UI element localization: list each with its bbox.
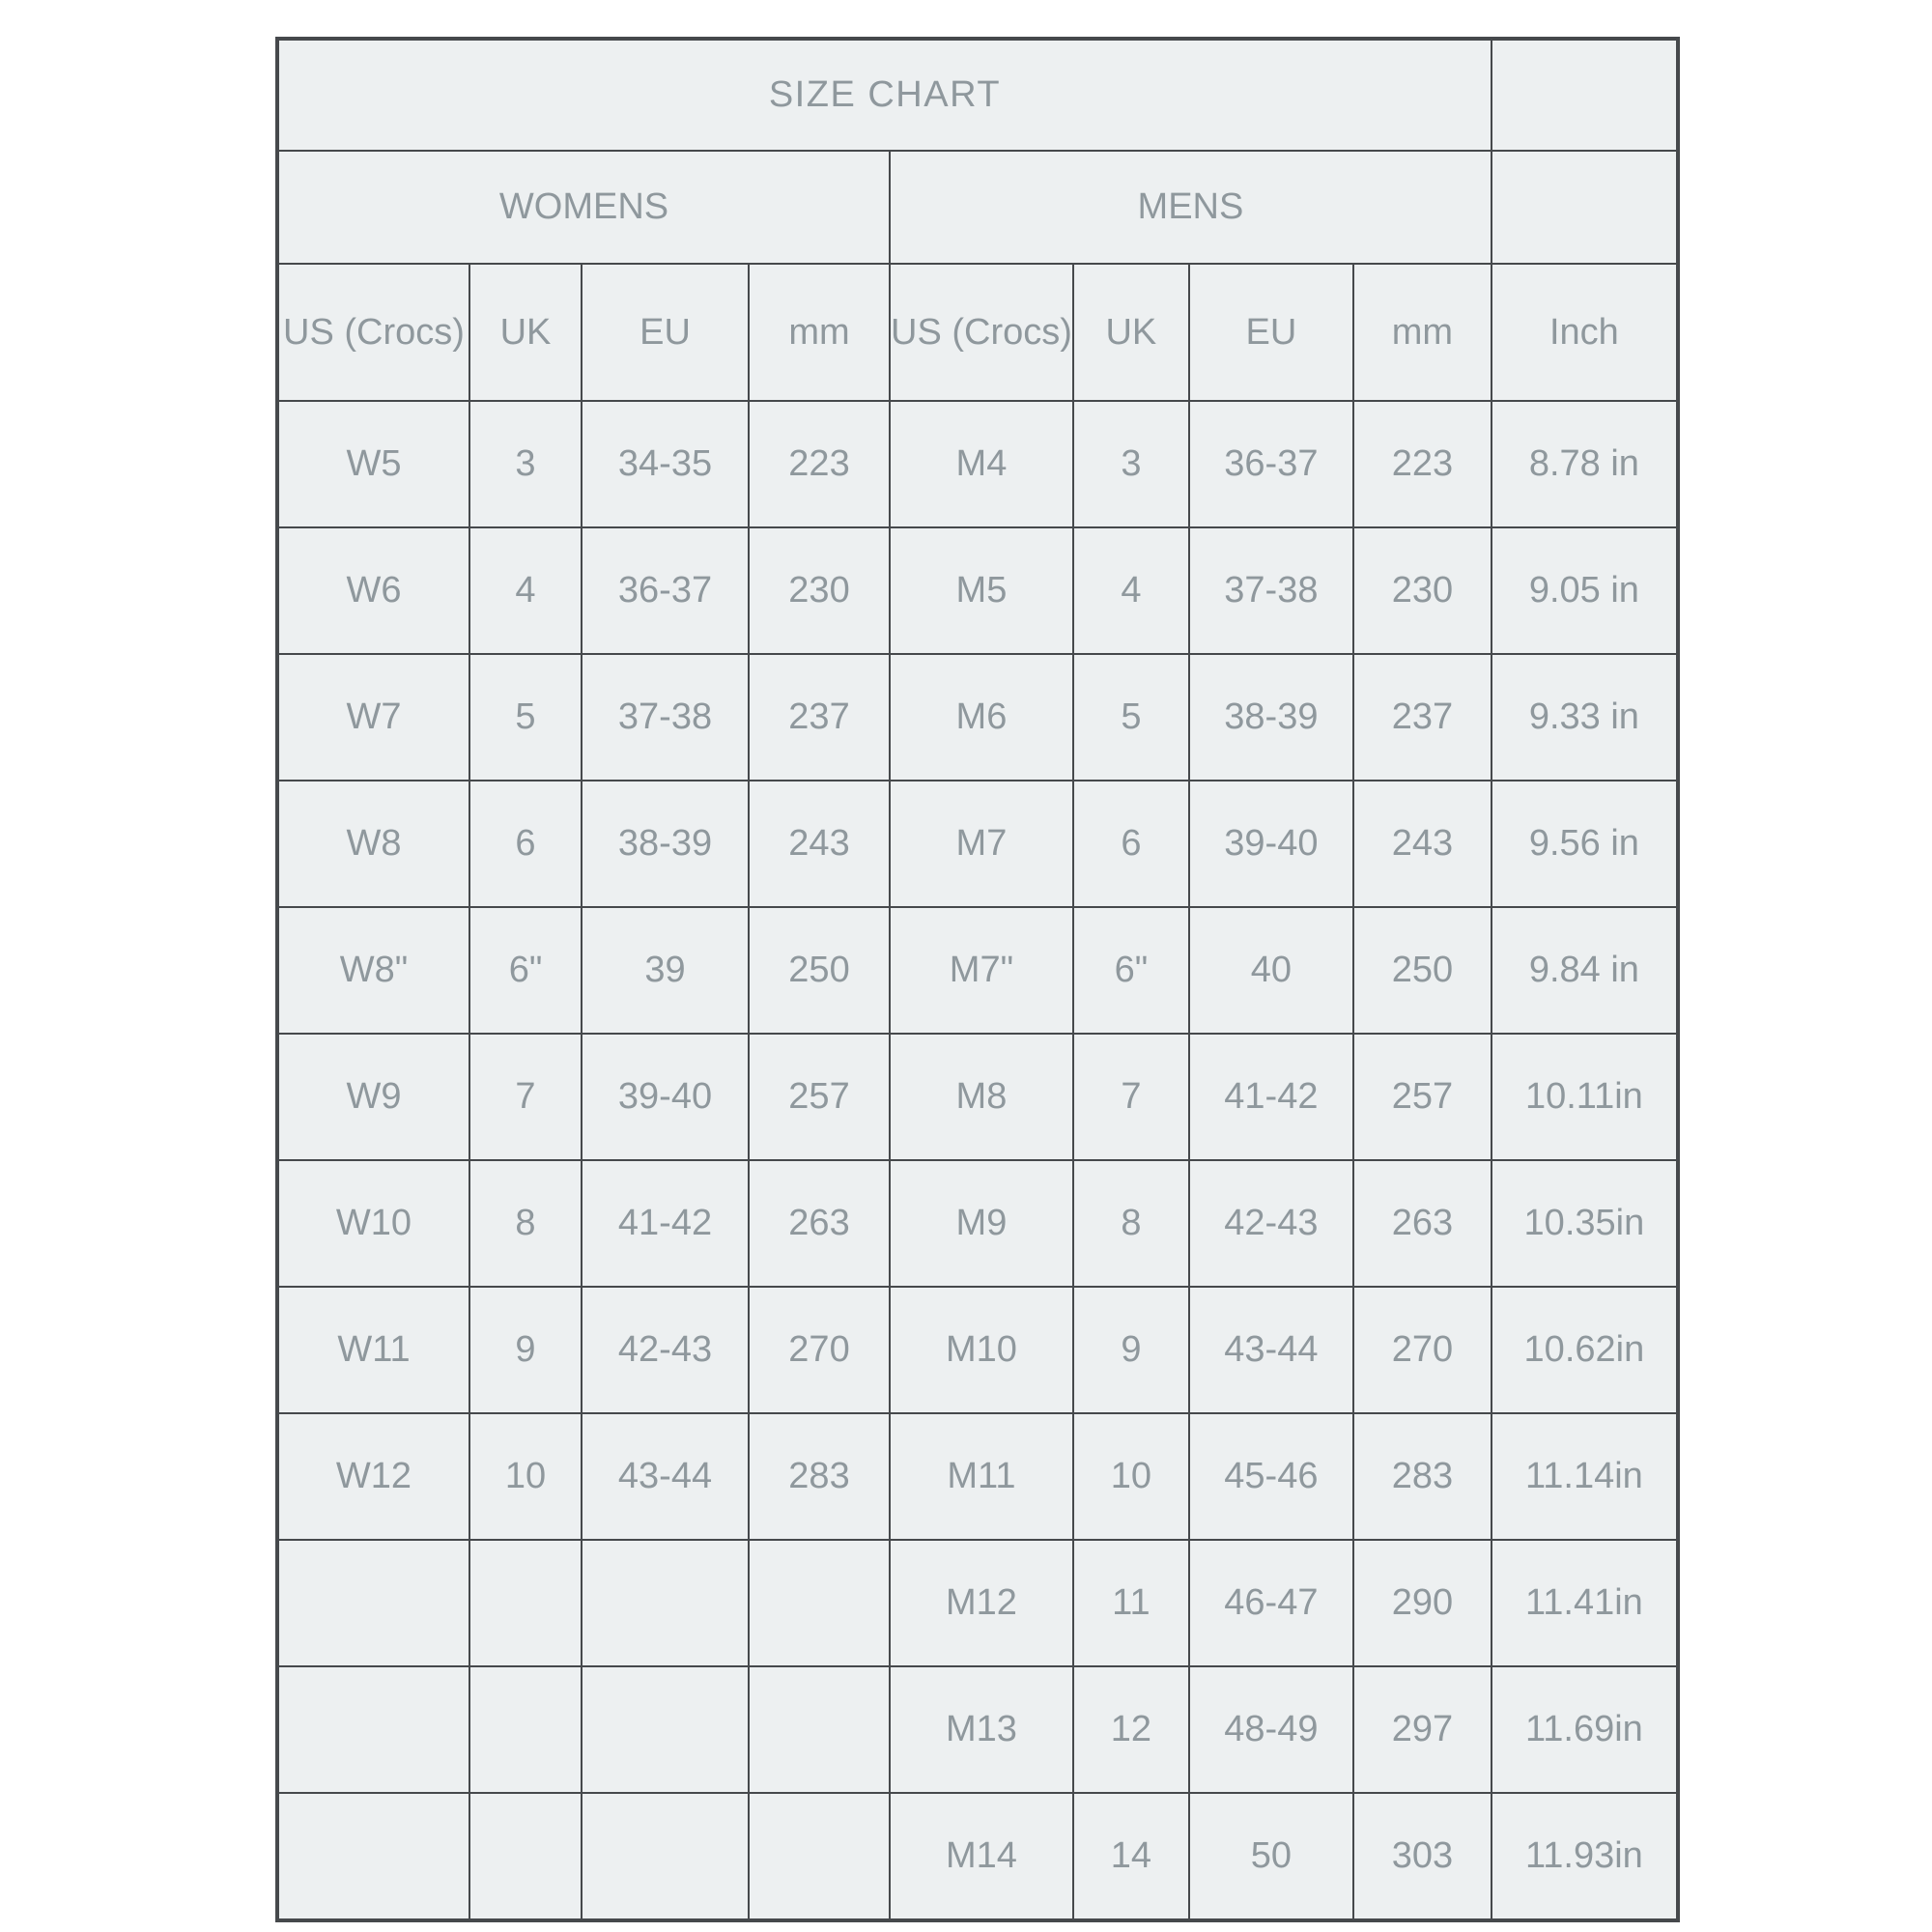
cell-womens-mm <box>749 1540 890 1666</box>
cell-mens-us: M14 <box>890 1793 1073 1920</box>
cell-womens-eu: 36-37 <box>582 527 749 654</box>
cell-mens-mm: 237 <box>1353 654 1492 781</box>
title-row <box>277 39 1678 151</box>
cell-inch: 10.62in <box>1492 1287 1678 1413</box>
cell-womens-mm <box>749 1793 890 1920</box>
column-header-mens-mm: mm <box>1353 264 1492 401</box>
cell-womens-eu: 39 <box>582 907 749 1034</box>
cell-mens-mm: 230 <box>1353 527 1492 654</box>
cell-mens-eu: 45-46 <box>1189 1413 1353 1540</box>
column-header-womens-eu: EU <box>582 264 749 401</box>
cell-inch: 10.35in <box>1492 1160 1678 1287</box>
cell-womens-mm: 257 <box>749 1034 890 1160</box>
cell-mens-eu: 48-49 <box>1189 1666 1353 1793</box>
cell-womens-eu <box>582 1540 749 1666</box>
cell-inch: 9.33 in <box>1492 654 1678 781</box>
cell-womens-uk: 3 <box>469 401 582 527</box>
table-row <box>277 527 1678 654</box>
table-row <box>277 1034 1678 1160</box>
cell-inch: 8.78 in <box>1492 401 1678 527</box>
cell-mens-uk: 4 <box>1073 527 1189 654</box>
cell-womens-eu: 43-44 <box>582 1413 749 1540</box>
cell-mens-us: M13 <box>890 1666 1073 1793</box>
cell-mens-us: M5 <box>890 527 1073 654</box>
cell-inch: 9.84 in <box>1492 907 1678 1034</box>
cell-mens-mm: 223 <box>1353 401 1492 527</box>
cell-womens-uk: 8 <box>469 1160 582 1287</box>
cell-womens-eu <box>582 1793 749 1920</box>
table-row <box>277 1413 1678 1540</box>
cell-womens-uk: 10 <box>469 1413 582 1540</box>
cell-womens-uk: 4 <box>469 527 582 654</box>
cell-womens-us: W6 <box>277 527 469 654</box>
cell-womens-mm: 230 <box>749 527 890 654</box>
cell-womens-uk: 5 <box>469 654 582 781</box>
cell-mens-us: M12 <box>890 1540 1073 1666</box>
cell-womens-us <box>277 1540 469 1666</box>
size-chart-title: SIZE CHART <box>277 39 1492 151</box>
cell-womens-mm: 250 <box>749 907 890 1034</box>
cell-womens-eu: 37-38 <box>582 654 749 781</box>
table-row <box>277 1666 1678 1793</box>
cell-womens-mm: 237 <box>749 654 890 781</box>
cell-mens-uk: 5 <box>1073 654 1189 781</box>
cell-mens-eu: 50 <box>1189 1793 1353 1920</box>
cell-womens-eu: 34-35 <box>582 401 749 527</box>
column-header-womens-uk: UK <box>469 264 582 401</box>
table-row <box>277 1287 1678 1413</box>
cell-mens-mm: 297 <box>1353 1666 1492 1793</box>
cell-mens-eu: 42-43 <box>1189 1160 1353 1287</box>
cell-mens-eu: 39-40 <box>1189 781 1353 907</box>
cell-inch: 11.41in <box>1492 1540 1678 1666</box>
cell-mens-mm: 290 <box>1353 1540 1492 1666</box>
cell-mens-uk: 6 <box>1073 781 1189 907</box>
cell-womens-us: W9 <box>277 1034 469 1160</box>
table-row <box>277 654 1678 781</box>
cell-mens-mm: 263 <box>1353 1160 1492 1287</box>
cell-mens-eu: 36-37 <box>1189 401 1353 527</box>
cell-mens-uk: 14 <box>1073 1793 1189 1920</box>
cell-mens-uk: 9 <box>1073 1287 1189 1413</box>
cell-womens-mm: 283 <box>749 1413 890 1540</box>
table-row <box>277 1793 1678 1920</box>
cell-womens-eu <box>582 1666 749 1793</box>
cell-womens-us: W12 <box>277 1413 469 1540</box>
cell-womens-uk <box>469 1793 582 1920</box>
cell-mens-uk: 8 <box>1073 1160 1189 1287</box>
cell-mens-eu: 37-38 <box>1189 527 1353 654</box>
column-header-inch: Inch <box>1492 264 1678 401</box>
cell-mens-eu: 46-47 <box>1189 1540 1353 1666</box>
cell-mens-us: M4 <box>890 401 1073 527</box>
cell-inch: 9.56 in <box>1492 781 1678 907</box>
cell-mens-us: M9 <box>890 1160 1073 1287</box>
cell-womens-us: W8 <box>277 781 469 907</box>
cell-mens-uk: 3 <box>1073 401 1189 527</box>
column-header-mens-eu: EU <box>1189 264 1353 401</box>
table-row <box>277 401 1678 527</box>
cell-womens-uk: 9 <box>469 1287 582 1413</box>
cell-mens-us: M7 <box>890 781 1073 907</box>
cell-mens-mm: 303 <box>1353 1793 1492 1920</box>
cell-mens-uk: 11 <box>1073 1540 1189 1666</box>
column-header-mens-uk: UK <box>1073 264 1189 401</box>
cell-inch: 9.05 in <box>1492 527 1678 654</box>
cell-womens-eu: 42-43 <box>582 1287 749 1413</box>
cell-mens-us: M6 <box>890 654 1073 781</box>
table-row <box>277 1540 1678 1666</box>
cell-womens-us <box>277 1793 469 1920</box>
cell-mens-us: M11 <box>890 1413 1073 1540</box>
column-header-row <box>277 264 1678 401</box>
cell-womens-mm <box>749 1666 890 1793</box>
cell-mens-mm: 250 <box>1353 907 1492 1034</box>
cell-womens-uk: 7 <box>469 1034 582 1160</box>
mens-section-header: MENS <box>890 151 1492 264</box>
cell-mens-eu: 38-39 <box>1189 654 1353 781</box>
cell-mens-uk: 10 <box>1073 1413 1189 1540</box>
cell-mens-mm: 243 <box>1353 781 1492 907</box>
cell-inch: 10.11in <box>1492 1034 1678 1160</box>
cell-mens-eu: 43-44 <box>1189 1287 1353 1413</box>
cell-inch: 11.69in <box>1492 1666 1678 1793</box>
cell-womens-us: W8" <box>277 907 469 1034</box>
cell-mens-uk: 7 <box>1073 1034 1189 1160</box>
cell-mens-mm: 283 <box>1353 1413 1492 1540</box>
cell-mens-eu: 41-42 <box>1189 1034 1353 1160</box>
cell-womens-uk <box>469 1540 582 1666</box>
section-header-row <box>277 151 1678 264</box>
column-header-mens-us: US (Crocs) <box>890 264 1073 401</box>
corner-empty-cell <box>1492 151 1678 264</box>
cell-mens-eu: 40 <box>1189 907 1353 1034</box>
cell-womens-eu: 41-42 <box>582 1160 749 1287</box>
cell-womens-uk <box>469 1666 582 1793</box>
cell-womens-mm: 243 <box>749 781 890 907</box>
cell-mens-mm: 257 <box>1353 1034 1492 1160</box>
cell-womens-eu: 39-40 <box>582 1034 749 1160</box>
cell-mens-us: M10 <box>890 1287 1073 1413</box>
cell-womens-us: W11 <box>277 1287 469 1413</box>
table-row <box>277 781 1678 907</box>
column-header-womens-us: US (Crocs) <box>277 264 469 401</box>
cell-womens-uk: 6 <box>469 781 582 907</box>
cell-mens-uk: 6" <box>1073 907 1189 1034</box>
cell-mens-us: M8 <box>890 1034 1073 1160</box>
cell-womens-uk: 6" <box>469 907 582 1034</box>
column-header-womens-mm: mm <box>749 264 890 401</box>
cell-mens-uk: 12 <box>1073 1666 1189 1793</box>
cell-womens-mm: 270 <box>749 1287 890 1413</box>
corner-empty-cell <box>1492 39 1678 151</box>
cell-mens-us: M7" <box>890 907 1073 1034</box>
cell-inch: 11.14in <box>1492 1413 1678 1540</box>
cell-womens-eu: 38-39 <box>582 781 749 907</box>
size-chart-table <box>275 37 1680 1922</box>
cell-womens-us <box>277 1666 469 1793</box>
cell-womens-us: W5 <box>277 401 469 527</box>
cell-mens-mm: 270 <box>1353 1287 1492 1413</box>
cell-womens-mm: 223 <box>749 401 890 527</box>
table-row <box>277 907 1678 1034</box>
womens-section-header: WOMENS <box>277 151 890 264</box>
cell-womens-mm: 263 <box>749 1160 890 1287</box>
table-row <box>277 1160 1678 1287</box>
cell-inch: 11.93in <box>1492 1793 1678 1920</box>
cell-womens-us: W7 <box>277 654 469 781</box>
cell-womens-us: W10 <box>277 1160 469 1287</box>
